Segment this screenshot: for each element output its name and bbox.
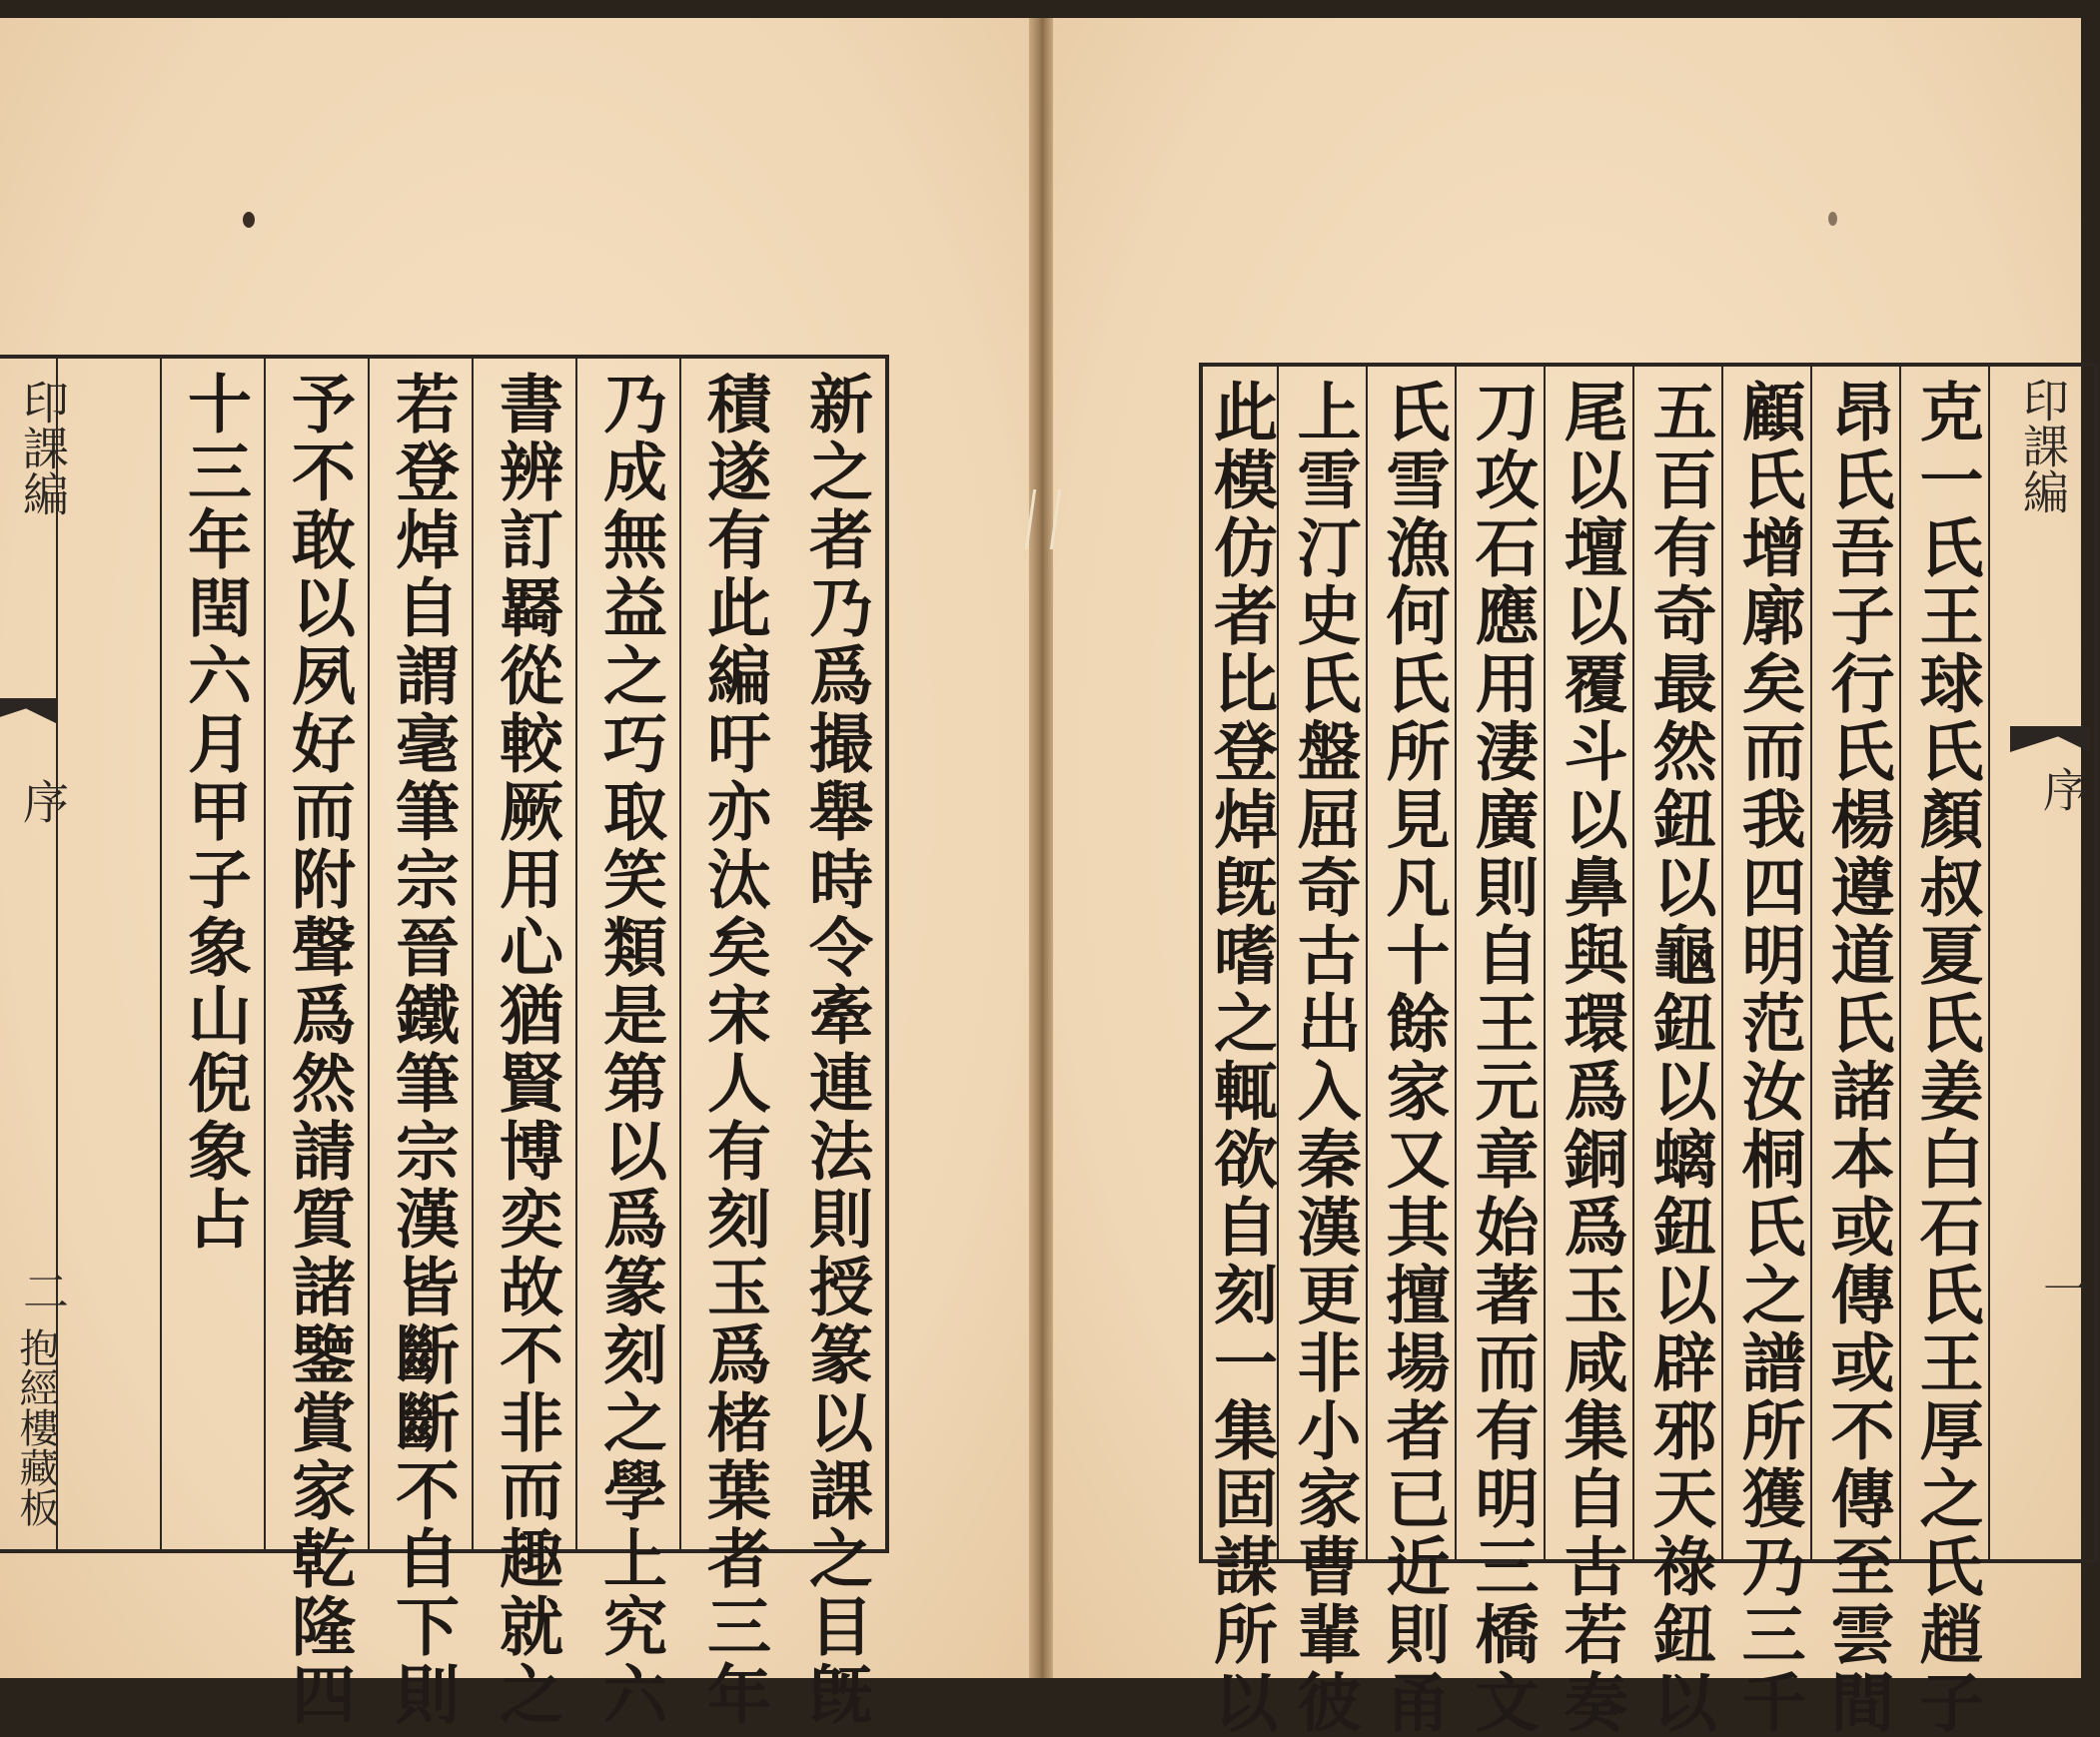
text-column [1810, 367, 1901, 1737]
ink-spot [1828, 212, 1837, 226]
column-text: 氏雪漁何氏所見凡十餘家又其擅場者已近則甬 [1375, 379, 1451, 1737]
text-column [1203, 367, 1278, 1737]
column-text: 予不敢以夙好而附聲爲然請質諸鑒賞家乾隆四 [281, 371, 356, 1729]
column-text: 尾以壇以覆斗以鼻與環爲銅爲玉咸集自古若奏 [1553, 379, 1628, 1737]
text-column [160, 359, 266, 1549]
column-text: 此模仿者比登焯旣嗜之輒欲自刻一集固謀所以 [1203, 379, 1278, 1737]
text-column [472, 359, 577, 1729]
margin-column [0, 359, 70, 1549]
text-column [1455, 367, 1546, 1737]
column-text: 克一氏王球氏顏叔夏氏姜白石氏王厚之氏趙子 [1908, 379, 1984, 1737]
text-column [1277, 367, 1368, 1737]
page-number: 一 [2036, 1266, 2090, 1311]
column-text: 書辨訂羇從較厥用心猶賢博奕故不非而趣就之 [489, 371, 563, 1729]
page-number: 二 [16, 1268, 70, 1313]
left-text-frame [0, 355, 889, 1729]
section-label: 序 [2036, 766, 2090, 812]
text-column [1899, 367, 1990, 1737]
publisher-label: 抱經樓藏板 [13, 1327, 59, 1527]
text-column [783, 359, 887, 1729]
column-text: 刀攻石應用淒廣則自王元章始著而有明三橋文 [1464, 379, 1540, 1737]
column-text: 五百有奇最然鈕以龜鈕以螭鈕以辟邪天祿鈕以 [1641, 379, 1717, 1737]
text-column [575, 359, 681, 1729]
margin-column [1988, 367, 2094, 1559]
text-column [368, 359, 474, 1729]
text-column [1721, 367, 1812, 1737]
text-column [1366, 367, 1457, 1737]
column-text: 乃成無益之巧取笑類是第以爲篆刻之學上究六 [592, 371, 667, 1729]
right-text-frame [1199, 363, 2098, 1737]
section-label: 序 [16, 778, 70, 824]
column-text: 十三年閏六月甲子象山倪象占 [177, 371, 252, 1254]
column-text: 若登焯自謂毫筆宗晉鐵筆宗漢皆斷斷不自下則 [385, 371, 460, 1729]
text-column [1632, 367, 1723, 1737]
ink-spot [243, 212, 255, 228]
book-title: 印課編 [16, 379, 70, 516]
column-text: 昂氏吾子行氏楊遵道氏諸本或傳或不傳至雲間 [1819, 379, 1895, 1737]
column-text: 上雪汀史氏盤屈奇古出入秦漢更非小家曹輩彼 [1286, 379, 1362, 1737]
book-gutter [1029, 18, 1053, 1678]
text-column [264, 359, 370, 1729]
book-title: 印課編 [2016, 377, 2070, 514]
column-text: 新之者乃爲撮舉時令牽連法則授篆以課之目旣 [798, 371, 873, 1729]
column-text: 積遂有此編吁亦汰矣宋人有刻玉爲楮葉者三年 [696, 371, 771, 1729]
text-column [1544, 367, 1634, 1737]
text-column [679, 359, 785, 1729]
column-text: 顧氏增廓矣而我四明范汝桐氏之譜所獲乃三千 [1730, 379, 1806, 1737]
text-column [56, 359, 162, 1549]
fishtail-mark [0, 698, 58, 724]
fishtail-mark [2010, 726, 2090, 752]
